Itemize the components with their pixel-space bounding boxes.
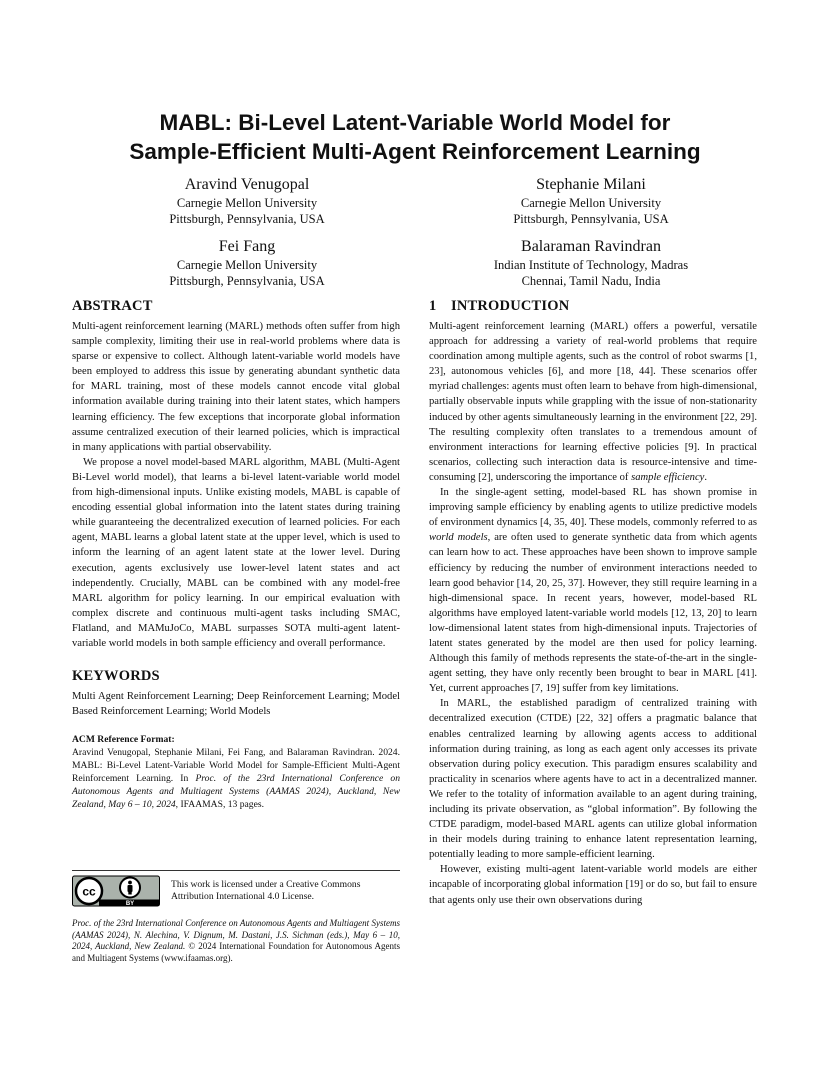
- paragraph-text: , are often used to generate synthetic data from which agents can learn how to act. These approaches have been shown to improve sample efficiency by reducing the number of environment interactions needed to learn good behavior [14, 20, 25, 37]. However, they still require learning in a high-dimensional space. In recent years, however, model-based RL algorithms have employed latent-variable world models [12, 13, 20] to learn low-dimensional latent states from high-dimensional inputs. Trajectories of latent states generated by the model are then used for policy learning. Although this family of methods represents the state-of-the-art in the single-agent setting, they have only recently been brought to bear in MARL [41]. Yet, current approaches [7, 19] suffer from key limitations.: [429, 532, 757, 695]
- title-line-1: MABL: Bi-Level Latent-Variable World Model for: [159, 110, 671, 135]
- acm-reference-citation: [72, 746, 400, 811]
- proceedings-note: [72, 918, 400, 964]
- intro-paragraph: [429, 319, 757, 485]
- right-column: [429, 297, 757, 908]
- author-location: Pittsburgh, Pennsylvania, USA: [169, 274, 325, 288]
- author-name: Balaraman Ravindran: [521, 238, 661, 255]
- author-block: [97, 175, 397, 227]
- emphasis-text: world models: [429, 532, 488, 544]
- author-block: [97, 237, 397, 289]
- intro-paragraph: In MARL, the established paradigm of centralized training with decentralized execution (CTDE) [22, 32] offers a pragmatic balance that enables centralized learning by allowing agents access to additional information during training, as long as each agent only accesses its private observation during policy execution. This paradigm ensures scalability and practicality in scenarios where agents have to act in a decentralized manner. We refer to the totality of information available to an agent during training, including its private observation, as “global information”. By following the CTDE paradigm, model-based MARL agents can utilize global information in their models during training to enhance latent representation learning, potentially leading to more sample-efficient learning.: [429, 698, 757, 861]
- paper-title: [72, 108, 758, 166]
- author-block: [441, 175, 741, 227]
- keywords-heading: KEYWORDS: [72, 668, 160, 685]
- badge-label: BY: [125, 901, 135, 907]
- author-affiliation: Carnegie Mellon University: [176, 196, 318, 210]
- acm-reference-label: ACM Reference Format:: [72, 734, 175, 746]
- author-name: Aravind Venugopal: [184, 176, 310, 193]
- introduction-heading: [429, 297, 757, 315]
- citation-text: Aravind Venugopal, Stephanie Milani, Fei Fang, and Balaraman Ravindran. 2024. MABL: Bi-Level Latent-Variable World Model for Sample-Efficient Multi-Agent Reinforcement Learning. In: [72, 747, 400, 785]
- author-affiliation: Carnegie Mellon University: [176, 258, 318, 272]
- acm-reference: [72, 733, 400, 811]
- proceedings-copyright: © 2024 International Foundation for Autonomous Agents and Multiagent Systems (www.ifaamas.org).: [72, 941, 401, 963]
- author-location: Pittsburgh, Pennsylvania, USA: [169, 212, 325, 226]
- divider: [72, 870, 400, 871]
- keywords-text: Multi Agent Reinforcement Learning; Deep Reinforcement Learning; Model Based Reinforcement Learning; World Models: [72, 691, 400, 718]
- author-location: Pittsburgh, Pennsylvania, USA: [513, 212, 669, 226]
- left-column: [72, 297, 400, 811]
- paragraph-text: .: [704, 471, 708, 483]
- author-name: Stephanie Milani: [536, 176, 646, 193]
- author-location: Chennai, Tamil Nadu, India: [521, 274, 661, 288]
- license-text: This work is licensed under a Creative Commons Attribution International 4.0 License.: [171, 879, 361, 902]
- abstract-paragraph: We propose a novel model-based MARL algorithm, MABL (Multi-Agent Bi-Level world model), that learns a bi-level latent-variable world model from high-dimensional inputs. Unlike existing models, MABL is capable of encoding essential global information into the latent states during training while guaranteeing the decentralized execution of learned policies. For each agent, MABL learns a global latent state at the upper level, which is used to inform the learning of an agent latent state at the lower level. During execution, agents exclusively use lower-level latent states and act independently. Crucially, MABL can be combined with any model-free MARL algorithm for policy learning. In our empirical evaluation with complex discrete and continuous multi-agent tasks including SMAC, Flatland, and MAMuJoCo, MABL surpasses SOTA multi-agent latent-variable world models in both sample efficiency and overall performance.: [72, 456, 400, 649]
- paper-page: [72, 0, 758, 1072]
- abstract-heading: ABSTRACT: [72, 298, 153, 314]
- paragraph-text: Multi-agent reinforcement learning (MARL) offers a powerful, versatile approach for addressing a variety of real-world problems that require coordination among multiple agents, such as the control of robot swarms [1, 23], autonomous vehicles [6], and more [18, 44]. These scenarios offer myriad challenges: agents must often learn to behave from high-dimensional, partially observable inputs while grappling with the issue of non-stationarity induced by other agents simultaneously learning in the environment [22, 29]. The resulting complexity often translates to a tremendous amount of environment interactions for learning effective policies [9]. In practical scenarios, collecting such interaction data is resource-intensive and time-consuming [2], underscoring the importance of: [429, 321, 757, 483]
- section-title: INTRODUCTION: [451, 298, 570, 314]
- emphasis-text: sample efficiency: [631, 471, 705, 483]
- title-line-2: Sample-Efficient Multi-Agent Reinforcement Learning: [129, 139, 701, 164]
- author-affiliation: Carnegie Mellon University: [520, 196, 662, 210]
- author-affiliation: Indian Institute of Technology, Madras: [493, 258, 689, 272]
- creative-commons-by-icon: [72, 875, 160, 907]
- citation-venue: Proc. of the 23rd International Conference on Autonomous Agents and Multiagent Systems (AAMAS 2024), Auckland, New Zealand, May 6 – 10, 2024: [72, 773, 400, 811]
- author-name: Fei Fang: [218, 238, 276, 255]
- license-block: [72, 875, 400, 911]
- citation-text: , IFAAMAS, 13 pages.: [175, 799, 264, 811]
- svg-text:cc: cc: [82, 884, 96, 899]
- abstract-paragraph: Multi-agent reinforcement learning (MARL) methods often suffer from high sample complexity, limiting their use in real-world problems where data is sparse or expensive to collect. Although latent-variable world models have been employed to address this issue by generating abundant synthetic data for MARL training, most of these models cannot encode vital global information available during training into their latent states, which hampers learning efficiency. The few exceptions that incorporate global information assume centralized execution of their learned policies, which is impractical in many applications with partial observability.: [72, 321, 400, 453]
- intro-paragraph: However, existing multi-agent latent-variable world models are either incapable of incorporating global information [19] or do so, but fail to ensure that agents only use their own observations during: [429, 864, 757, 906]
- section-number: 1: [429, 298, 437, 314]
- proceedings-venue: Proc. of the 23rd International Conference on Autonomous Agents and Multiagent Systems (AAMAS 2024), N. Alechina, V. Dignum, M. Dastani, J.S. Sichman (eds.), May 6 – 10, 2024, Auckland, New Zealand.: [72, 918, 400, 951]
- paragraph-text: In the single-agent setting, model-based RL has shown promise in improving sample efficiency by enabling agents to utilize predictive models of environment dynamics [4, 35, 40]. These models, commonly referred to as: [429, 487, 757, 529]
- intro-paragraph: [429, 485, 757, 696]
- author-block: [441, 237, 741, 289]
